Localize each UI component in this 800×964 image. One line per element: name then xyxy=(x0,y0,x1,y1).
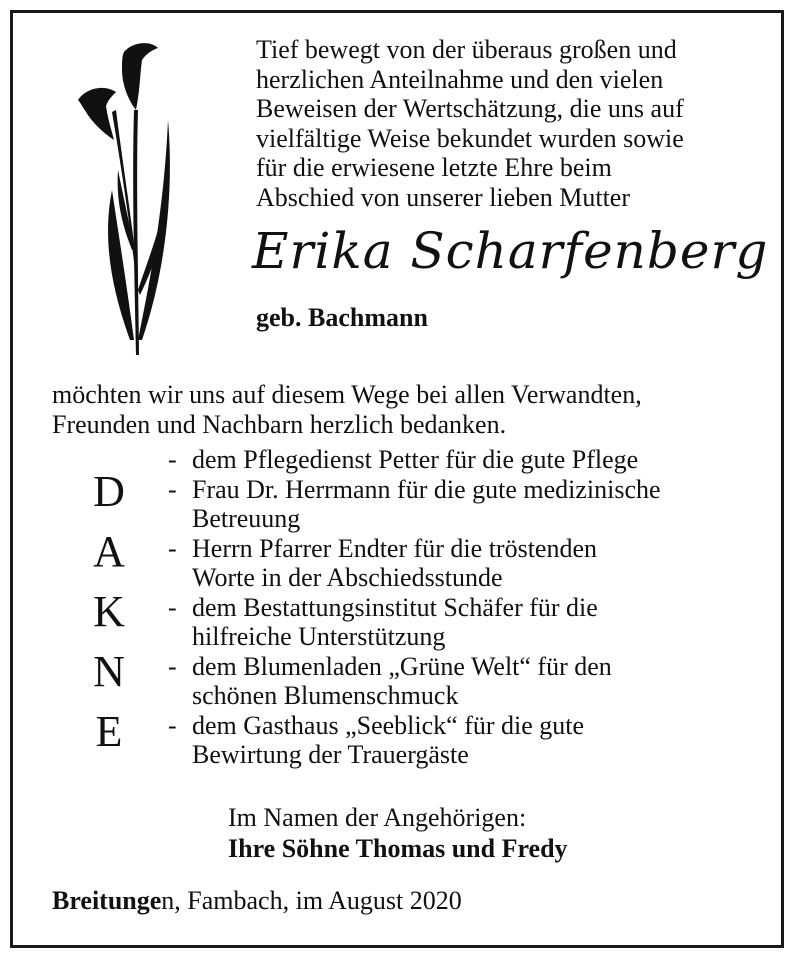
intro-line: Tief bewegt von der überaus großen und xyxy=(256,35,677,64)
list-item xyxy=(168,475,768,534)
list-dash: - xyxy=(168,592,177,622)
list-dash: - xyxy=(168,651,177,681)
list-item-line: Bewirtung der Trauergäste xyxy=(192,740,469,769)
list-item-line: dem Gasthaus „Seeblick“ für die gute xyxy=(192,710,585,740)
list-item-line: dem Blumenladen „Grüne Welt“ für den xyxy=(192,651,612,681)
dakne-letter: N xyxy=(93,647,125,696)
intro-line: für die erwiesene letzte Ehre beim xyxy=(256,153,612,182)
list-item xyxy=(168,652,768,711)
list-item xyxy=(168,593,768,652)
intro-line: Beweisen der Wertschätzung, die uns auf xyxy=(256,94,684,123)
list-item-line: Worte in der Abschiedsstunde xyxy=(192,563,503,592)
list-dash: - xyxy=(168,533,177,563)
list-item-line: hilfreiche Unterstützung xyxy=(192,622,446,651)
signoff-names: Ihre Söhne Thomas und Fredy xyxy=(228,834,568,863)
thanks-text xyxy=(52,380,772,439)
list-item-line: schönen Blumenschmuck xyxy=(192,681,459,710)
list-item-line: dem Bestattungsinstitut Schäfer für die xyxy=(192,592,598,622)
list-item-line: Betreuung xyxy=(192,504,301,533)
place-bold: Breitunge xyxy=(52,886,162,915)
signoff-label: Im Namen der Angehörigen: xyxy=(228,803,527,832)
dakne-letter: K xyxy=(93,587,125,636)
list-dash: - xyxy=(168,474,177,504)
list-item-line: dem Pflegedienst Petter für die gute Pflege xyxy=(192,445,639,474)
dakne-letter: D xyxy=(93,467,125,516)
list-item xyxy=(168,711,768,770)
birth-name: geb. Bachmann xyxy=(256,303,428,332)
list-item-line: Frau Dr. Herrmann für die gute medizinische xyxy=(192,474,661,504)
intro-text xyxy=(256,35,776,212)
thanks-line: Freunden und Nachbarn herzlich bedanken. xyxy=(52,409,507,439)
list-item-line: Herrn Pfarrer Endter für die tröstenden xyxy=(192,533,597,563)
dakne-letter: E xyxy=(95,707,123,756)
thank-you-list xyxy=(168,445,768,770)
dakne-vertical-word xyxy=(88,462,130,762)
list-dash: - xyxy=(168,445,177,474)
place-date xyxy=(52,886,462,916)
intro-line: vielfältige Weise bekundet wurden sowie xyxy=(256,123,684,153)
dakne-letter: A xyxy=(93,527,125,576)
place-date-rest: n, Fambach, im August 2020 xyxy=(161,886,462,915)
intro-line: herzlichen Anteilnahme und den vielen xyxy=(256,64,664,94)
intro-line: Abschied von unserer lieben Mutter xyxy=(256,182,631,212)
list-item xyxy=(168,445,768,475)
list-dash: - xyxy=(168,710,177,740)
list-item xyxy=(168,534,768,593)
deceased-name: Erika Scharfenberg xyxy=(252,222,769,280)
thanks-line: möchten wir uns auf diesem Wege bei allen Verwandten, xyxy=(52,380,642,409)
calla-lily-icon xyxy=(72,40,182,360)
